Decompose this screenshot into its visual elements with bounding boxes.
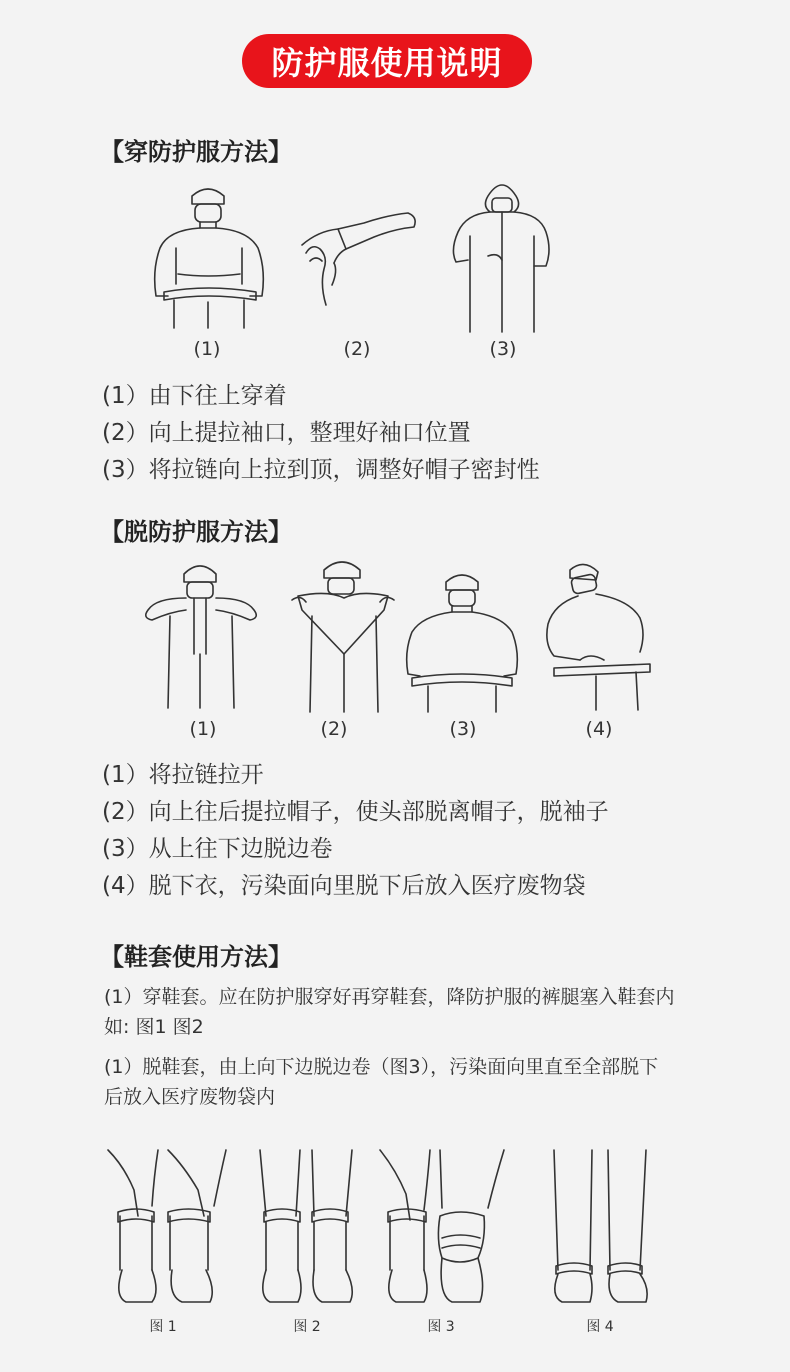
- section-heading-doff: 【脱防护服方法】: [100, 518, 292, 546]
- don-caption-1: (1): [193, 338, 221, 360]
- doff-step-2: (2）向上往后提拉帽子，使头部脱离帽子，脱袖子: [102, 799, 609, 825]
- doff-caption-1: (1): [189, 718, 217, 740]
- shoe-figure-caption-1: 图 1: [149, 1319, 177, 1335]
- shoe-para-2-line-1: (1）脱鞋套，由上向下边脱边卷（图3），污染面向里直至全部脱下: [104, 1056, 659, 1078]
- shoe-para-2-line-2: 后放入医疗废物袋内: [104, 1086, 276, 1108]
- doff-step-3: (3）从上往下边脱边卷: [102, 836, 333, 862]
- shoe-figure-caption-2: 图 2: [293, 1319, 321, 1335]
- don-illustration-1: [148, 178, 270, 334]
- shoe-illustration-3: [380, 1146, 512, 1310]
- section-heading-don: 【穿防护服方法】: [100, 138, 292, 166]
- doff-illustration-3: [400, 566, 526, 716]
- doff-step-4: (4）脱下衣，污染面向里脱下后放入医疗废物袋: [102, 873, 586, 899]
- shoe-illustration-4: [548, 1146, 652, 1310]
- don-caption-2: (2): [343, 338, 371, 360]
- doff-illustration-4: [540, 560, 656, 716]
- don-step-2: (2）向上提拉袖口，整理好袖口位置: [102, 420, 471, 446]
- don-caption-3: (3): [489, 338, 517, 360]
- don-step-1: (1）由下往上穿着: [102, 383, 287, 409]
- shoe-para-1-line-1: (1）穿鞋套。应在防护服穿好再穿鞋套，降防护服的裤腿塞入鞋套内: [104, 986, 675, 1008]
- shoe-figure-caption-3: 图 3: [427, 1319, 455, 1335]
- shoe-illustration-2: [256, 1146, 356, 1310]
- doff-caption-4: (4): [585, 718, 613, 740]
- doff-step-1: (1）将拉链拉开: [102, 762, 264, 788]
- shoe-figure-caption-4: 图 4: [586, 1319, 614, 1335]
- shoe-illustration-1: [108, 1146, 226, 1310]
- page-title: 防护服使用说明: [242, 34, 532, 88]
- don-step-3: (3）将拉链向上拉到顶，调整好帽子密封性: [102, 457, 540, 483]
- doff-caption-2: (2): [320, 718, 348, 740]
- doff-illustration-1: [140, 558, 262, 716]
- doff-caption-3: (3): [449, 718, 477, 740]
- don-illustration-2: [298, 205, 422, 309]
- don-illustration-3: [448, 176, 554, 336]
- shoe-para-1-line-2: 如: 图1 图2: [104, 1016, 204, 1038]
- doff-illustration-2: [288, 556, 398, 716]
- section-heading-shoe: 【鞋套使用方法】: [100, 943, 292, 971]
